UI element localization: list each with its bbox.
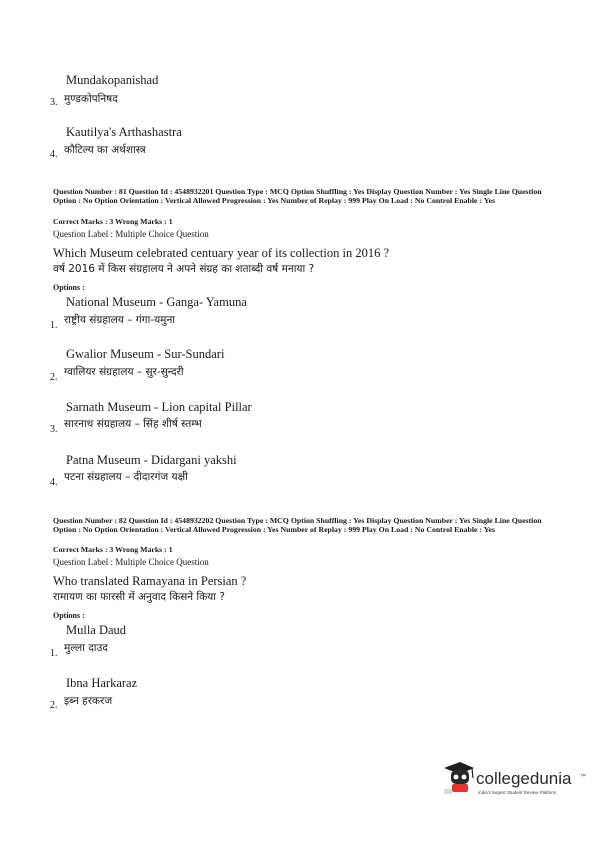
prev-option-3-number: 3. xyxy=(50,97,58,108)
logo-trademark: ™ xyxy=(580,774,586,780)
q81-option-3-hi: सारनाथ संग्रहालय – सिंह शीर्ष स्तम्भ xyxy=(64,418,202,430)
q81-option-1-number: 1. xyxy=(50,320,58,331)
prev-option-4-hi: कौटिल्य का अर्थशास्त्र xyxy=(64,144,146,156)
q82-text-en: Who translated Ramayana in Persian ? xyxy=(53,574,247,588)
graduate-mascot-icon xyxy=(440,760,476,805)
q82-option-2-number: 2. xyxy=(50,700,58,711)
prev-option-3-hi: मुण्डकोपनिषद xyxy=(64,93,118,105)
q82-meta: Question Number : 82 Question Id : 4548932202 Question Type : MCQ Option Shuffling : Yes Display Question Number : Yes Single Line Question Option : No Option Orientation : Vertical Allowed Progression : Yes Number of Replay : 999 Play On Load : No Control Enable : Yes xyxy=(53,516,542,534)
q81-option-4-hi: पटना संग्रहालय – दीदारगंज यक्षी xyxy=(64,471,188,483)
q81-meta: Question Number : 81 Question Id : 4548932201 Question Type : MCQ Option Shuffling : Yes Display Question Number : Yes Single Line Question Option : No Option Orientation : Vertical Allowed Progression : Yes Number of Replay : 999 Play On Load : No Control Enable : Yes xyxy=(53,187,542,205)
logo-tagline: India's largest Student Review Platform xyxy=(478,790,557,795)
q81-text-en: Which Museum celebrated centuary year of its collection in 2016 ? xyxy=(53,246,389,260)
q82-option-2-hi: इब्न हरकरज xyxy=(64,695,113,707)
prev-option-4-en: Kautilya's Arthashastra xyxy=(66,125,182,139)
q81-marks: Correct Marks : 3 Wrong Marks : 1 xyxy=(53,217,173,226)
collegedunia-logo xyxy=(440,760,590,805)
q81-option-2-number: 2. xyxy=(50,372,58,383)
q81-option-3-number: 3. xyxy=(50,424,58,435)
q81-option-1-hi: राष्ट्रीय संग्रहालय – गंगा-यमुना xyxy=(64,314,175,326)
prev-option-4-number: 4. xyxy=(50,149,58,160)
logo-wordmark: collegedunia xyxy=(476,769,572,788)
q81-text-hi: वर्ष 2016 में किस संग्रहालय ने अपने संग्रह का शताब्दी वर्ष मनाया ? xyxy=(53,263,315,275)
prev-option-3-en: Mundakopanishad xyxy=(66,73,159,87)
q81-option-1-en: National Museum - Ganga- Yamuna xyxy=(66,295,247,309)
q82-option-2-en: Ibna Harkaraz xyxy=(66,676,138,690)
q81-option-4-en: Patna Museum - Didargani yakshi xyxy=(66,453,237,467)
q82-option-1-hi: मुल्ला दाउद xyxy=(64,642,108,654)
q82-options-label: Options : xyxy=(53,611,85,620)
q81-option-2-en: Gwalior Museum - Sur-Sundari xyxy=(66,347,225,361)
q81-option-2-hi: ग्वालियर संग्रहालय – सुर-सुन्दरी xyxy=(64,366,184,378)
q81-label: Question Label : Multiple Choice Question xyxy=(53,229,209,239)
q81-option-4-number: 4. xyxy=(50,477,58,488)
q82-label: Question Label : Multiple Choice Question xyxy=(53,557,209,567)
q82-option-1-en: Mulla Daud xyxy=(66,623,127,637)
q82-option-1-number: 1. xyxy=(50,648,58,659)
q81-option-3-en: Sarnath Museum - Lion capital Pillar xyxy=(66,400,252,414)
q82-marks: Correct Marks : 3 Wrong Marks : 1 xyxy=(53,545,173,554)
q81-options-label: Options : xyxy=(53,283,85,292)
q82-text-hi: रामायण का फारसी में अनुवाद किसने किया ? xyxy=(53,591,225,603)
